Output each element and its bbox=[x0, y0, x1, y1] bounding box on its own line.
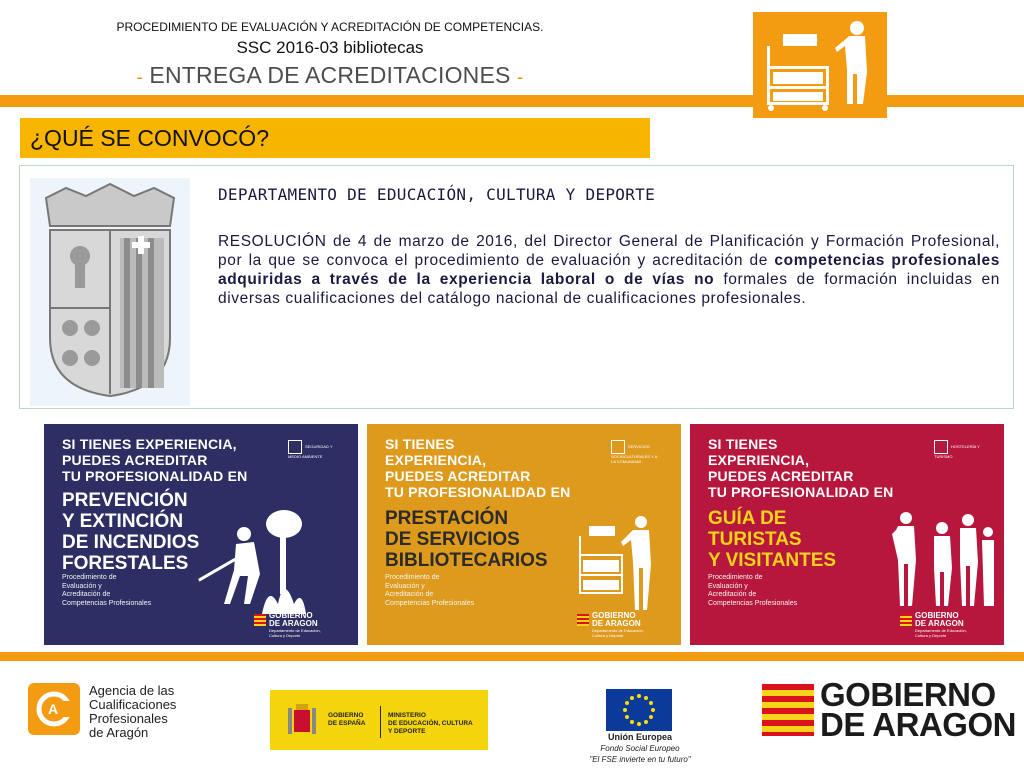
family-tag: HOSTELERÍA Y TURISMO bbox=[934, 440, 982, 459]
aragon-coat-of-arms bbox=[30, 178, 190, 406]
coat-of-arms-icon bbox=[30, 178, 190, 406]
family-icon bbox=[611, 440, 625, 454]
tourists-icon bbox=[890, 510, 994, 610]
eu-caption: Unión Europea Fondo Social Europeo "El FSE invierte en tu futuro" bbox=[589, 732, 691, 764]
title-dash-right: - bbox=[517, 67, 524, 87]
aragon-flag-icon bbox=[577, 614, 589, 626]
family-tag: SEGURIDAD Y MEDIO AMBIENTE bbox=[288, 440, 336, 459]
agencia-logo-icon bbox=[28, 683, 80, 735]
resolution-text-bold: competencias profesionales adquiridas a través de la experiencia laboral o de vías no bbox=[218, 252, 1000, 288]
divider bbox=[380, 706, 381, 738]
card-intro: SI TIENES EXPERIENCIA, PUEDES ACREDITAR TU PROFESIONALIDAD EN bbox=[62, 436, 248, 484]
eu-flag-icon bbox=[606, 689, 672, 731]
card-title: GUÍA DE TURISTAS Y VISITANTES bbox=[708, 508, 837, 571]
card-title: PREVENCIÓN Y EXTINCIÓN DE INCENDIOS FORESTALES bbox=[62, 490, 200, 574]
svg-text:A: A bbox=[48, 701, 59, 717]
department-heading: DEPARTAMENTO DE EDUCACIÓN, CULTURA Y DEPORTE bbox=[218, 185, 656, 204]
aragon-flag-icon bbox=[900, 614, 912, 626]
card-tour-guide: SI TIENES EXPERIENCIA, PUEDES ACREDITAR TU PROFESIONALIDAD EN GUÍA DE TURISTAS Y VISITANTES HOSTELERÍA Y TURISMO Procedimiento de Evaluación y Acreditación de Competencias Profesionales GOBIERNO DE ARAGON Departamento de Educación, Cultura y Deporte bbox=[690, 424, 1004, 645]
bottom-orange-bar bbox=[0, 652, 1024, 661]
family-tag: SERVICIOS SOCIOCULTURALES Y A LA COMUNIDAD bbox=[611, 440, 659, 464]
card-forest-fire: SI TIENES EXPERIENCIA, PUEDES ACREDITAR TU PROFESIONALIDAD EN PREVENCIÓN Y EXTINCIÓN DE INCENDIOS FORESTALES SEGURIDAD Y MEDIO AMBIENTE Procedimiento de Evaluación y Acreditación de Competencias Profesionales GOBIERNO DE ARAGON Departamento de Educación, Cultura y Deporte bbox=[44, 424, 358, 645]
card-intro: SI TIENES EXPERIENCIA, PUEDES ACREDITAR TU PROFESIONALIDAD EN bbox=[708, 436, 894, 500]
aragon-flag-icon bbox=[254, 614, 266, 626]
section-title: ¿QUÉ SE CONVOCÓ? bbox=[30, 125, 269, 151]
gobierno-espana-text: GOBIERNO DE ESPAÑA bbox=[328, 712, 366, 727]
section-heading bbox=[20, 118, 650, 158]
gobierno-aragon-logo-text: GOBIERNO DE ARAGON bbox=[820, 676, 1016, 743]
family-icon bbox=[934, 440, 948, 454]
card-procedure-text: Procedimiento de Evaluación y Acreditación de Competencias Profesionales bbox=[62, 574, 152, 607]
gobierno-espana-logo bbox=[270, 690, 488, 750]
header-procedure-title: PROCEDIMIENTO DE EVALUACIÓN Y ACREDITACIÓN DE COMPETENCIAS. bbox=[116, 20, 544, 34]
header-main-title bbox=[0, 62, 660, 89]
title-dash-left: - bbox=[136, 67, 143, 87]
title-text: ENTREGA DE ACREDITACIONES bbox=[149, 62, 511, 88]
resolution-text bbox=[218, 232, 1000, 308]
eu-stars-icon bbox=[606, 689, 672, 731]
firefighter-icon bbox=[194, 504, 314, 624]
family-icon bbox=[288, 440, 302, 454]
header-subtitle: SSC 2016-03 bibliotecas bbox=[236, 38, 424, 57]
card-title: PRESTACIÓN DE SERVICIOS BIBLIOTECARIOS bbox=[385, 508, 548, 571]
card-intro: SI TIENES EXPERIENCIA, PUEDES ACREDITAR TU PROFESIONALIDAD EN bbox=[385, 436, 571, 500]
agencia-name: Agencia de las Cualificaciones Profesionales de Aragón bbox=[89, 683, 177, 740]
card-procedure-text: Procedimiento de Evaluación y Acreditación de Competencias Profesionales bbox=[708, 574, 798, 607]
aragon-flag-icon bbox=[762, 684, 814, 736]
resolution-text-a: RESOLUCIÓN de 4 de marzo de 2016, del Director General de Planificación y Formación Profesional, por la que se convoca el procedimiento de evaluación y acreditación de bbox=[218, 233, 1000, 269]
top-orange-bar-right bbox=[887, 95, 1024, 107]
resolution-text-c: formales de formación incluidas en diversas cualificaciones del catálogo nacional de cualificaciones profesionales. bbox=[218, 271, 1000, 307]
librarian-icon bbox=[575, 514, 665, 614]
spain-crest-icon bbox=[282, 700, 322, 740]
card-procedure-text: Procedimiento de Evaluación y Acreditación de Competencias Profesionales bbox=[385, 574, 475, 607]
librarian-icon bbox=[753, 12, 887, 118]
top-orange-bar-left bbox=[0, 95, 753, 107]
card-library-services: SI TIENES EXPERIENCIA, PUEDES ACREDITAR TU PROFESIONALIDAD EN PRESTACIÓN DE SERVICIOS BIBLIOTECARIOS SERVICIOS SOCIOCULTURALES Y A LA COMUNIDAD Procedimiento de Evaluación y Acreditación de Competencias Profesionales GOBIERNO DE ARAGON Departamento de Educación, Cultura y Deporte bbox=[367, 424, 681, 645]
ministerio-text: MINISTERIO DE EDUCACIÓN, CULTURA Y DEPORTE bbox=[388, 712, 473, 735]
library-logo bbox=[753, 12, 887, 118]
